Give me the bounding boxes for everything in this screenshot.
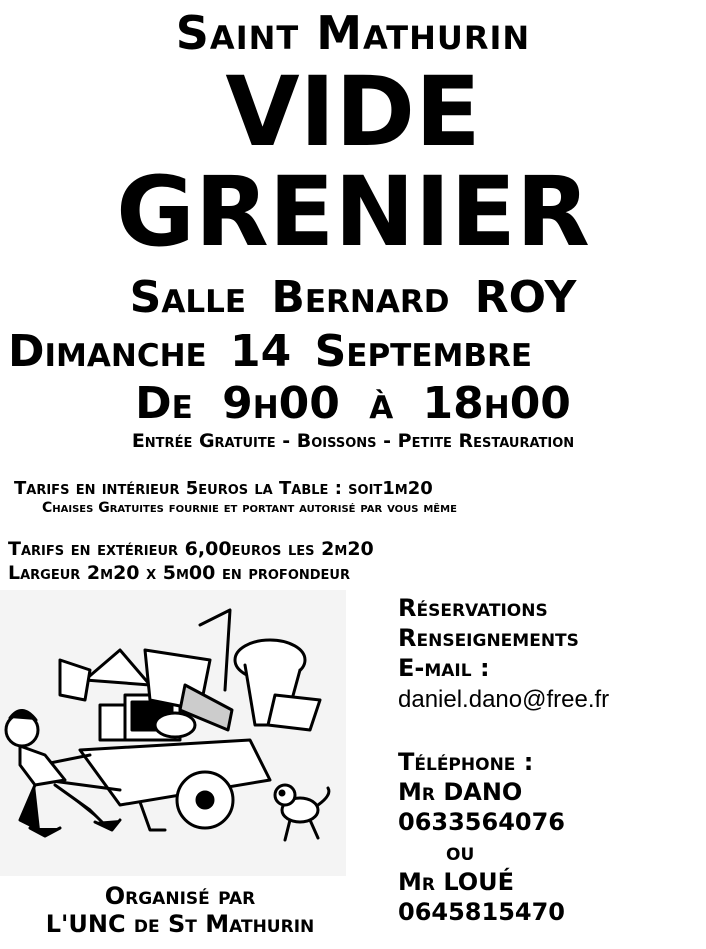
outdoor-pricing: Tarifs en extérieur 6,00euros les 2m20 <box>8 538 374 560</box>
outdoor-size: Largeur 2m20 x 5m00 en profondeur <box>8 562 350 584</box>
organizer-line-2: L'UNC de St Mathurin <box>45 910 315 938</box>
indoor-note: Chaises Gratuites fournie et portant autorisé par vous même <box>42 500 457 516</box>
reservations-label: Réservations <box>398 594 548 622</box>
or-separator: ou <box>446 838 475 866</box>
information-label: Renseignements <box>398 624 579 652</box>
indoor-pricing: Tarifs en intérieur 5euros la Table : soit1m20 <box>14 478 433 499</box>
organizer-line-1: Organisé par <box>104 882 256 910</box>
title-vide: VIDE <box>225 56 481 168</box>
contact-phone-2[interactable]: 0645815470 <box>398 898 565 926</box>
event-extras: Entrée Gratuite - Boissons - Petite Restauration <box>131 430 575 452</box>
title-grenier: GRENIER <box>116 156 590 268</box>
email-label: E-mail : <box>398 654 490 682</box>
email-address[interactable]: daniel.dano@free.fr <box>398 686 610 713</box>
event-hours: De 9h00 à 18h00 <box>135 378 571 429</box>
contact-name-1: Mr DANO <box>398 778 523 806</box>
town-name: Saint Mathurin <box>175 6 531 60</box>
wheelbarrow-illustration <box>0 590 346 876</box>
event-date: Dimanche 14 Septembre <box>8 326 533 377</box>
contact-name-2: Mr LOUÉ <box>398 868 515 896</box>
venue: Salle Bernard ROY <box>129 272 577 323</box>
contact-phone-1[interactable]: 0633564076 <box>398 808 565 836</box>
phone-label: Téléphone : <box>398 748 534 776</box>
